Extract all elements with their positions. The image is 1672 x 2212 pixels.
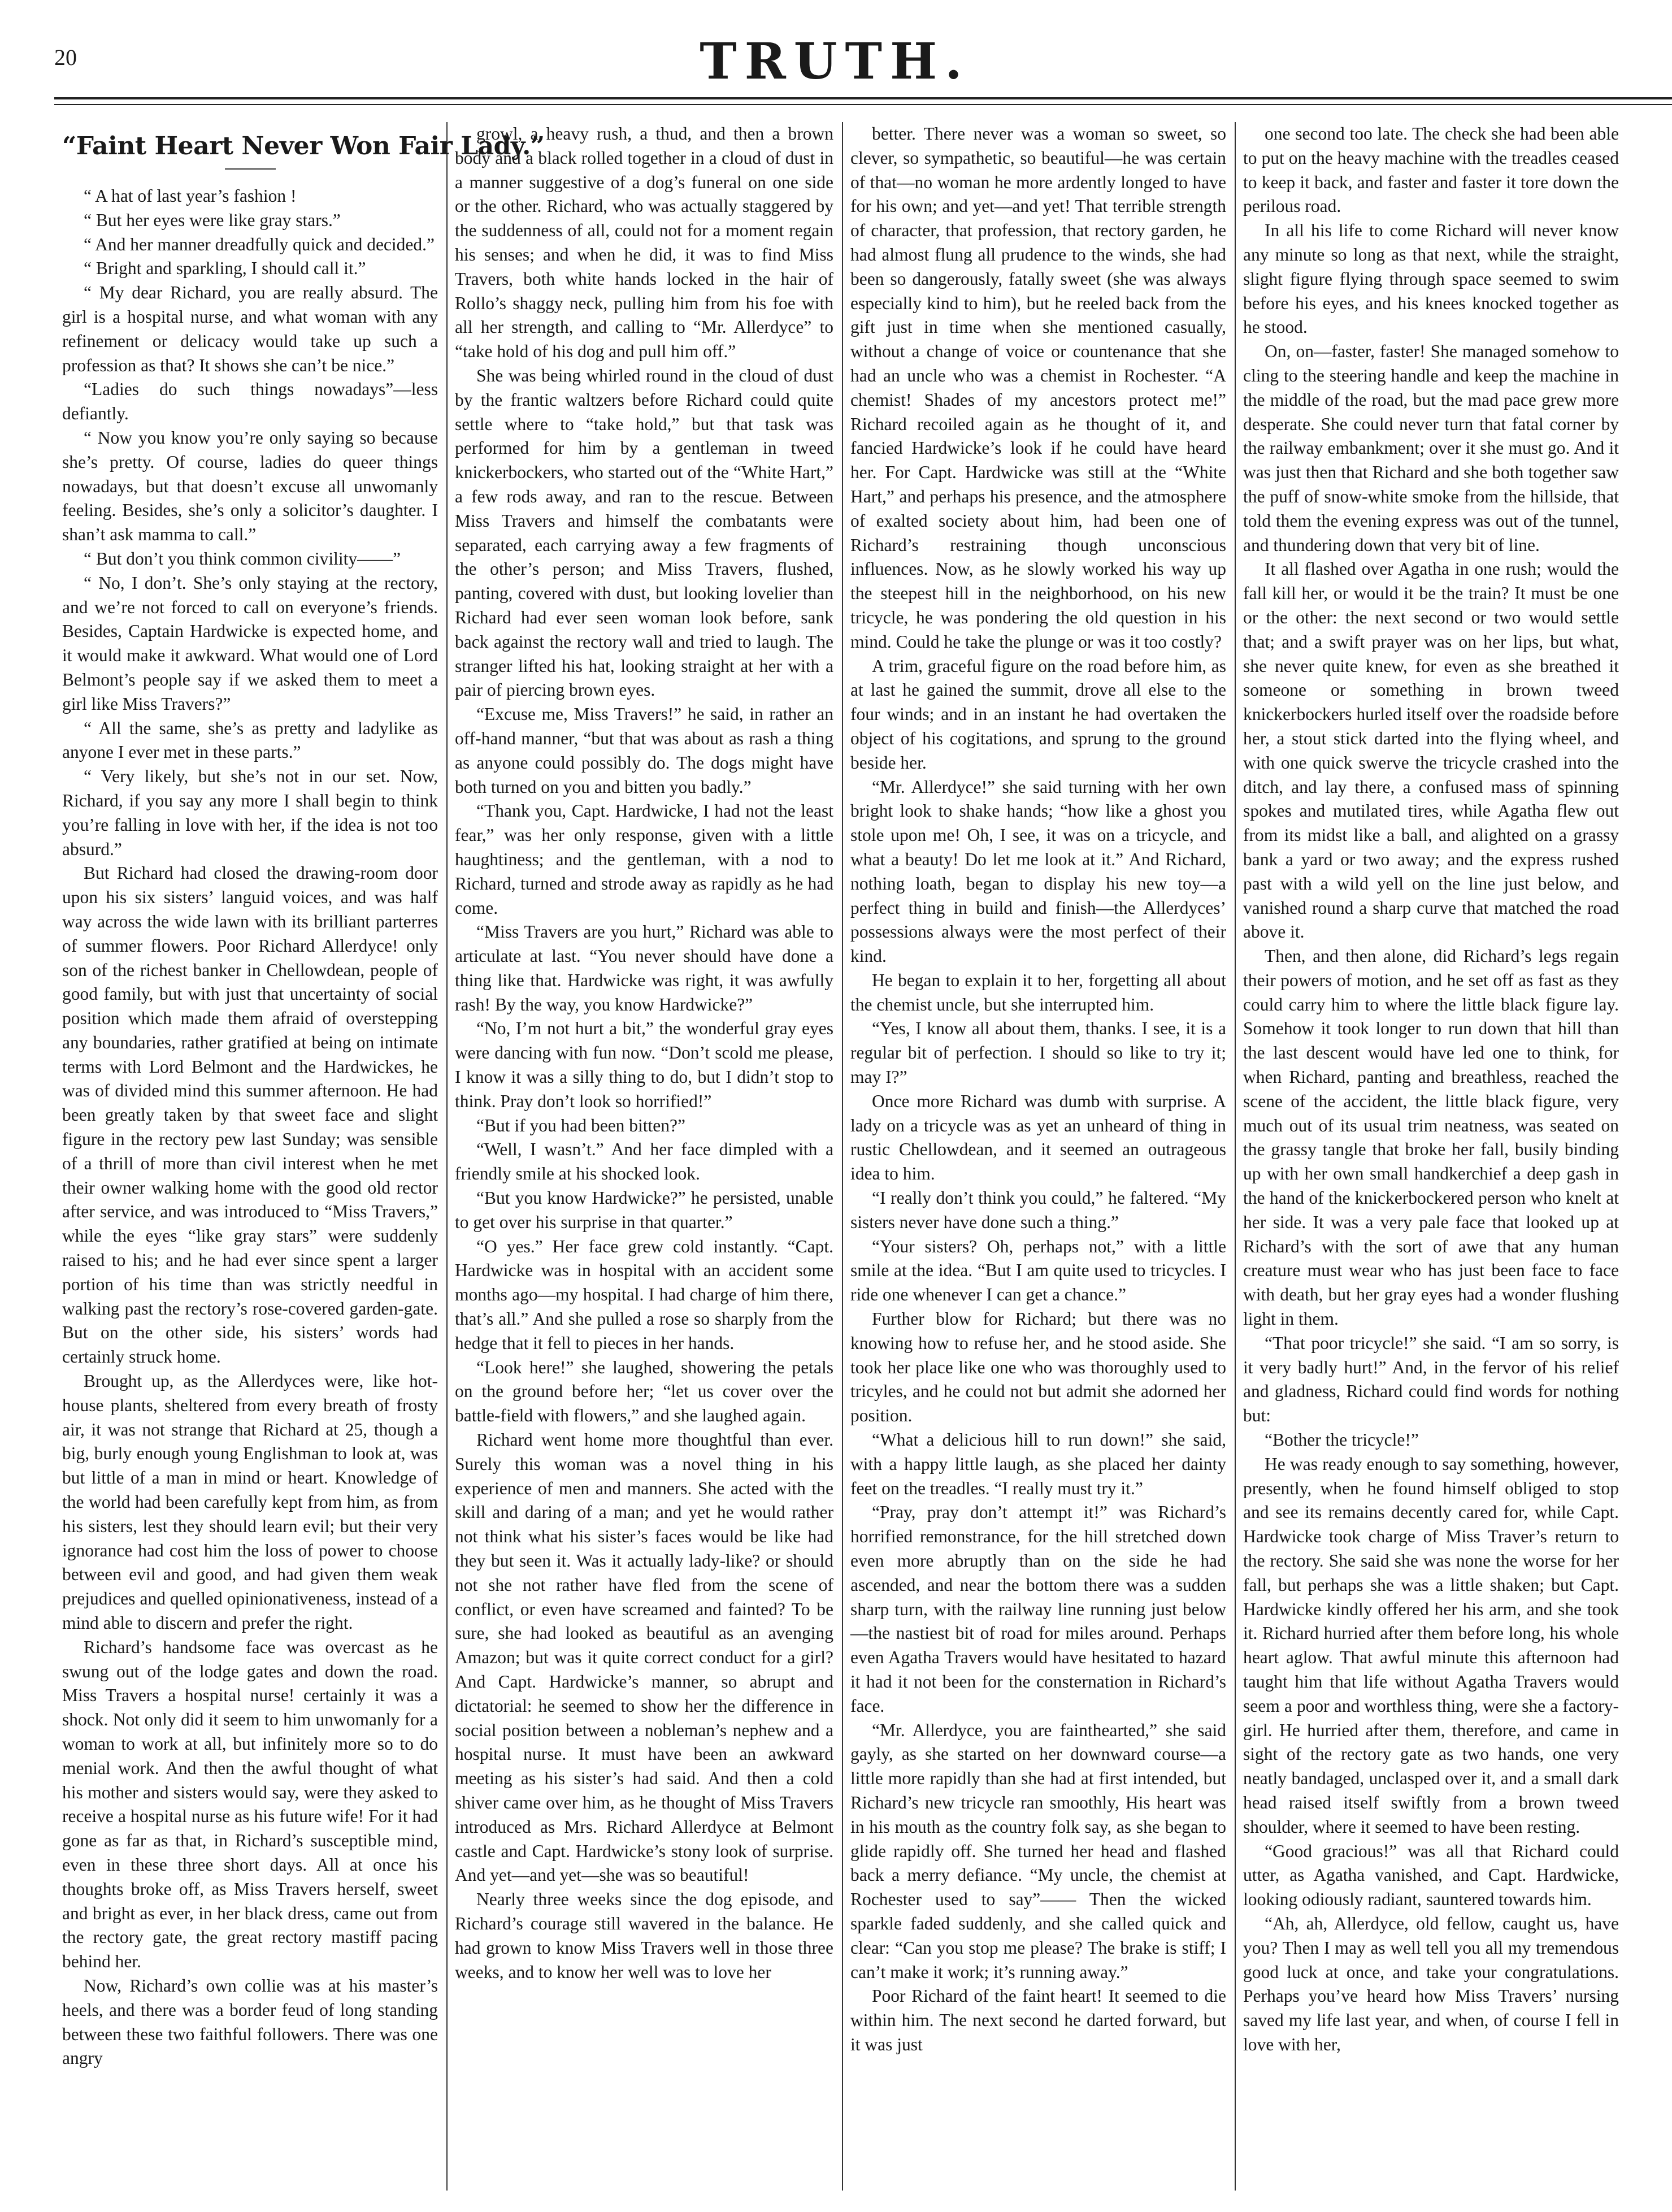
paragraph: On, on—faster, faster! She managed somehow to cling to the steering handle and keep the machine in the middle of the road, but the mad pace grew more desperate. She could never turn that fatal corner by the railway embankment; over it she must go. And it was just then that Richard and she both together saw the puff of snow-white smoke from the hillside, that told them the evening express was out of the tunnel, and thundering down that very bit of line. [1243,341,1619,555]
paragraph: “Miss Travers are you hurt,” Richard was able to articulate at last. “You never should have done a thing like that. Hardwicke was right, it was awfully rash! By the way, you know Hardwicke?” [455,922,833,1014]
paragraph: Then, and then alone, did Richard’s legs regain their powers of motion, and he set off as fast as they could carry him to where the little black figure lay. Somehow it took longer to run down that hill than the last descent would have led one to think, for when Richard, panting and breathless, reached the scene of the accident, the little black figure, very much out of its usual trim neatness, was seated on the grassy tangle that broke her fall, busily binding up with her own small handkerchief a deep gash in the hand of the knickerbockered person who knelt at her side. It was a very pale face that looked up at Richard’s with the sort of awe that any human creature must wear who has just been face to face with death, but her gray eyes had a wonder flushing light in them. [1243,946,1619,1329]
paragraph: “Ladies do such things nowadays”—less defiantly. [62,379,438,424]
paragraph: “ But don’t you think common civility——” [84,548,401,569]
paragraph: “ Now you know you’re only saying so because she’s pretty. Of course, ladies do queer things nowadays, but that doesn’t excuse all unwomanly feeling. Besides, she’s only a solicitor’s daughter. I shan’t ask mamma to call.” [62,427,438,545]
paragraph: “ But her eyes were like gray stars.” [84,210,341,230]
paragraph: A trim, graceful figure on the road before him, as at last he gained the summit, drove all else to the four winds; and in an instant he had overtaken the object of his cogitations, and sprung to the ground beside her. [850,656,1226,773]
paragraph: “But if you had been bitten?” [476,1115,686,1135]
paragraph: But Richard had closed the drawing-room door upon his six sisters’ languid voices, and was half way across the wide lawn with its brilliant parterres of summer flowers. Poor Richard Allerdyce! only son of the richest banker in Chellowdean, people of good family, but with just that uncertainty of social position which made them afraid of overstepping any boundaries, rather gratified at being on intimate terms with Lord Belmont and the Hardwickes, he was of divided mind this summer afternoon. He had been greatly taken by that sweet face and slight figure in the rectory pew last Sunday; was sensible of a thrill of more than civil interest when he met their owner walking home with the good old rector after service, and was introduced to “Miss Travers,” while the eyes “like gray stars” were suddenly raised to his; and he had ever since spent a larger portion of his time than was strictly needful in walking past the rectory’s rose-covered garden-gate. But on the other side, his sisters’ words had certainly struck home. [62,863,438,1367]
column-divider [1235,122,1236,2191]
paragraph: “ Very likely, but she’s not in our set. Now, Richard, if you say any more I shall begin to think you’re falling in love with her, if the idea is not too absurd.” [62,766,438,859]
paragraph: Further blow for Richard; but there was no knowing how to refuse her, and he stood aside. She took her place like one who was thoroughly used to tricyles, and he could not but admit she adorned her position. [850,1309,1226,1426]
paragraph: “No, I’m not hurt a bit,” the wonderful gray eyes were dancing with fun now. “Don’t scold me please, I know it was a silly thing to do, but I didn’t stop to think. Pray don’t look so horrified!” [455,1018,833,1111]
paragraph: “Good gracious!” was all that Richard could utter, as Agatha vanished, and Capt. Hardwicke, looking odiously radiant, sauntered towards him. [1243,1841,1619,1910]
paragraph: “ No, I don’t. She’s only staying at the rectory, and we’re not forced to call on everyone’s friends. Besides, Captain Hardwicke is expected home, and it would make it awkward. What would one of Lord Belmont’s people say if we asked them to meet a girl like Miss Travers?” [62,572,438,714]
masthead-title: TRUTH. [700,32,970,90]
column-divider [446,122,448,2191]
paragraph: Richard’s handsome face was overcast as he swung out of the lodge gates and down the road. Miss Travers a hospital nurse! certainly it was a shock. Not only did it seem to him unwomanly for a woman to work at all, but infinitely more so to do menial work. And then the awful thought of what his mother and sisters would say, were they asked to receive a hospital nurse as his future wife! For it had gone as far as that, in Richard’s susceptible mind, even in these three short days. All at once his thoughts broke off, as Miss Travers herself, sweet and bright as ever, in her black dress, came out from the rectory gate, the great rectory mastiff pacing behind her. [62,1637,438,1972]
text-column-2 [455,122,833,2185]
text-column-4 [1243,122,1619,2185]
header-rule [54,97,1672,99]
paragraph: better. There never was a woman so sweet, so clever, so sympathetic, so beautiful—he was certain of that—no woman he more ardently longed to have for his own; and yet—and yet! That terrible strength of character, that profession, that rectory garden, he had almost flung all prudence to the winds, she had been so dangerously, fatally sweet (she was always especially kind to him), but he reeled back from the gift just in time when she mentioned casually, without a change of voice or countenance that she had an uncle who was a chemist in Rochester. “A chemist! Shades of my ancestors protect me!” Richard recoiled again as he thought of it, and fancied Hardwicke’s look if he could have heard her. For Capt. Hardwicke was still at the “White Hart,” and perhaps his presence, and the atmosphere of exalted society about him, had been one of Richard’s restraining though unconscious influences. Now, as he slowly worked his way up the steepest hill in the neighborhood, on his new tricycle, he was pondering the old question in his mind. Could he take the plunge or was it too costly? [850,124,1226,652]
paragraph: “Mr. Allerdyce, you are fainthearted,” she said gayly, as she started on her downward course—a little more rapidly than she had at first intended, but Richard’s new tricycle ran smoothly, His heart was in his mouth as the country folk say, as she began to glide rapidly off. She turned her head and flashed back a merry defiance. “My uncle, the chemist at Rochester used to say”—— Then the wicked sparkle faded suddenly, and she called quick and clear: “Can you stop me please? The brake is stiff; I can’t make it work; it’s running away.” [850,1720,1226,1982]
paragraph: “I really don’t think you could,” he faltered. “My sisters never have done such a thing.” [850,1188,1226,1232]
paragraph: “Pray, pray don’t attempt it!” was Richard’s horrified remonstrance, for the hill stretched down even more abruptly than on the side he had ascended, and near the bottom there was a sudden sharp turn, with the railway line running just below—the nastiest bit of road for miles around. Perhaps even Agatha Travers would have hesitated to hazard it had it not been for the consternation in Richard’s face. [850,1502,1226,1716]
paragraph: Brought up, as the Allerdyces were, like hot-house plants, sheltered from every breath of frosty air, it was not strange that Richard at 25, though a big, burly enough young Englishman to look at, was but little of a man in mind or heart. Knowledge of the world had been carefully kept from him, as from his sisters, lest they should learn evil; but their very ignorance had cost him the loss of power to choose between evil and good, and had given them weak prejudices and quelled opinionativeness, instead of a mind able to discern and prefer the right. [62,1371,438,1633]
paragraph: She was being whirled round in the cloud of dust by the frantic waltzers before Richard could quite settle where to “take hold,” but that task was performed for him by a gentleman in tweed knickerbockers, who started out of the “White Hart,” a few rods away, and ran to the rescue. Between Miss Travers and himself the combatants were separated, each carrying away a few fragments of the other’s person; and Miss Travers, flushed, panting, covered with dust, but looking lovelier than Richard had ever seen woman look before, sank back against the rectory wall and tried to laugh. The stranger lifted his hat, looking straight at her with a pair of piercing brown eyes. [455,365,833,700]
paragraph: “ And her manner dreadfully quick and decided.” [84,234,435,254]
paragraph: “Excuse me, Miss Travers!” he said, in rather an off-hand manner, “but that was about as rash a thing as anyone could possibly do. The dogs might have both turned on you and bitten you badly.” [455,704,833,797]
paragraph: Richard went home more thoughtful than ever. Surely this woman was a novel thing in his experience of men and manners. She acted with the skill and daring of a man; and yet he would rather not think what his sister’s faces would be like had they but seen it. Was it actually lady-like? or should not she not rather have fled from the scene of conflict, or even have screamed and fainted? To be sure, she had looked as beautiful as an avenging Amazon; but was it quite correct conduct for a girl? And Capt. Hardwicke’s manner, so abrupt and dictatorial: he seemed to show her the difference in social position between a nobleman’s nephew and a hospital nurse. It must have been an awkward meeting as his sister’s had said. And then a cold shiver came over him, as he thought of Miss Travers introduced as Mrs. Richard Allerdyce at Belmont castle and Capt. Hardwicke’s stony look of surprise. And yet—and yet—she was so beautiful! [455,1430,833,1885]
paragraph: “But you know Hardwicke?” he persisted, unable to get over his surprise in that quarter.” [455,1188,833,1232]
paragraph: Now, Richard’s own collie was at his master’s heels, and there was a border feud of long standing between these two faithful followers. There was one angry [62,1975,438,2068]
paragraph: “That poor tricycle!” she said. “I am so sorry, is it very badly hurt!” And, in the fervor of his relief and gladness, Richard could find words for nothing but: [1243,1333,1619,1426]
paragraph: “Your sisters? Oh, perhaps not,” with a little smile at the idea. “But I am quite used to tricycles. I ride one whenever I can get a chance.” [850,1236,1226,1305]
paragraph: It all flashed over Agatha in one rush; would the fall kill her, or would it be the train? It must be one or the other: the next second or two would settle that; and a swift prayer was on her lips, but what, she never quite knew, for even as she breathed it someone or something in brown tweed knickerbockers hurled itself over the roadside before her, a stout stick darted into the flying wheel, and with one quick swerve the tricycle crashed into the ditch, and lay there, a confused mass of spinning spokes and mutilated tires, while Agatha flew out from its midst like a ball, and alighted on a grassy bank a yard or two away; and the express rushed past with a wild yell on the line just below, and vanished round a sharp curve that matched the road above it. [1243,559,1619,942]
column-divider [842,122,843,2191]
paragraph: “Bother the tricycle!” [1265,1430,1419,1450]
paragraph: “O yes.” Her face grew cold instantly. “Capt. Hardwicke was in hospital with an accident some months ago—my hospital. I had charge of him there, that’s all.” And she pulled a rose so sharply from the hedge that it fell to pieces in her hands. [455,1236,833,1353]
text-column-3 [850,122,1226,2185]
paragraph: He was ready enough to say something, however, presently, when he found himself obliged to stop and see its remains decently cared for, while Capt. Hardwicke took charge of Miss Traver’s return to the rectory. She said she was none the worse for her fall, but perhaps she was a little shaken; but Capt. Hardwicke kindly offered her his arm, and she took it. Richard hurried after them before long, his whole heart aglow. That awful minute this afternoon had taught him that life without Agatha Travers would seem a poor and worthless thing, were she a factory-girl. He hurried after them, therefore, and came in sight of the rectory gate as two hands, one very neatly bandaged, unclasped over it, and a small dark head raised itself swiftly from a brown tweed shoulder, where it seemed to have been resting. [1243,1454,1619,1837]
paragraph: “Ah, ah, Allerdyce, old fellow, caught us, have you? Then I may as well tell you all my tremendous good luck at once, and take your congratulations. Perhaps you’ve heard how Miss Travers’ nursing saved my life last year, and when, of course I fell in love with her, [1243,1913,1619,2054]
paragraph: “Well, I wasn’t.” And her face dimpled with a friendly smile at his shocked look. [455,1139,833,1184]
paragraph: “Look here!” she laughed, showering the petals on the ground before her; “let us cover over the battle-field with flowers,” and she laughed again. [455,1357,833,1426]
text-column-1 [62,122,545,2185]
paragraph: Nearly three weeks since the dog episode, and Richard’s courage still wavered in the balance. He had grown to know Miss Travers well in those three weeks, and to know her well was to love her [455,1889,833,1982]
paragraph: Once more Richard was dumb with surprise. A lady on a tricycle was as yet an unheard of thing in rustic Chellowdean, and it seemed an outrageous idea to him. [850,1091,1226,1184]
paragraph: “ Bright and sparkling, I should call it.” [84,258,366,279]
paragraph: one second too late. The check she had been able to put on the heavy machine with the treadles ceased to keep it back, and faster and faster it tore down the perilous road. [1243,124,1619,216]
paragraph: growl, a heavy rush, a thud, and then a brown body and a black rolled together in a cloud of dust in a manner suggestive of a dog’s funeral on one side or the other. Richard, who was actually staggered by the suddenness of all, could not for a moment regain his senses; and when he did, it was to find Miss Travers, both white hands locked in the hair of Rollo’s shaggy neck, pulling him from his foe with all her strength, and calling to “Mr. Allerdyce” to “take hold of his dog and pull him off.” [455,124,833,362]
paragraph: “Thank you, Capt. Hardwicke, I had not the least fear,” was her only response, given with a little haughtiness; and the gentleman, with a nod to Richard, turned and strode away as rapidly as he had come. [455,801,833,918]
paragraph: He began to explain it to her, forgetting all about the chemist uncle, but she interrupted him. [850,970,1226,1014]
paragraph: “Yes, I know all about them, thanks. I see, it is a regular bit of perfection. I should so like to try it; may I?” [850,1018,1226,1087]
header-rule-thin [54,104,1672,105]
paragraph: “ All the same, she’s as pretty and ladylike as anyone I ever met in these parts.” [62,718,438,762]
paragraph: “ A hat of last year’s fashion ! [84,186,297,206]
paragraph: “ My dear Richard, you are really absurd. The girl is a hospital nurse, and what woman with any refinement or delicacy would take up such a profession as that? It shows she can’t be nice.” [62,283,438,375]
paragraph: “Mr. Allerdyce!” she said turning with her own bright look to shake hands; “how like a ghost you stole upon me! Oh, I see, it was on a tricycle, and what a beauty! Do let me look at it.” And Richard, nothing loath, began to display his new toy—a perfect thing in build and finish—the Allerdyces’ possessions always were the most perfect of their kind. [850,777,1226,966]
paragraph: In all his life to come Richard will never know any minute so long as that next, while the straight, slight figure flying through space seemed to swim before his eyes, and his knees knocked together as he stood. [1243,220,1619,337]
paragraph: Poor Richard of the faint heart! It seemed to die within him. The next second he darted forward, but it was just [850,1986,1226,2054]
page-number: 20 [54,45,77,70]
title-rule [225,168,276,170]
story-title: “Faint Heart Never Won Fair Lady.” [62,132,545,161]
paragraph: “What a delicious hill to run down!” she said, with a happy little laugh, as she placed her dainty feet on the treadles. “I really must try it.” [850,1430,1226,1498]
